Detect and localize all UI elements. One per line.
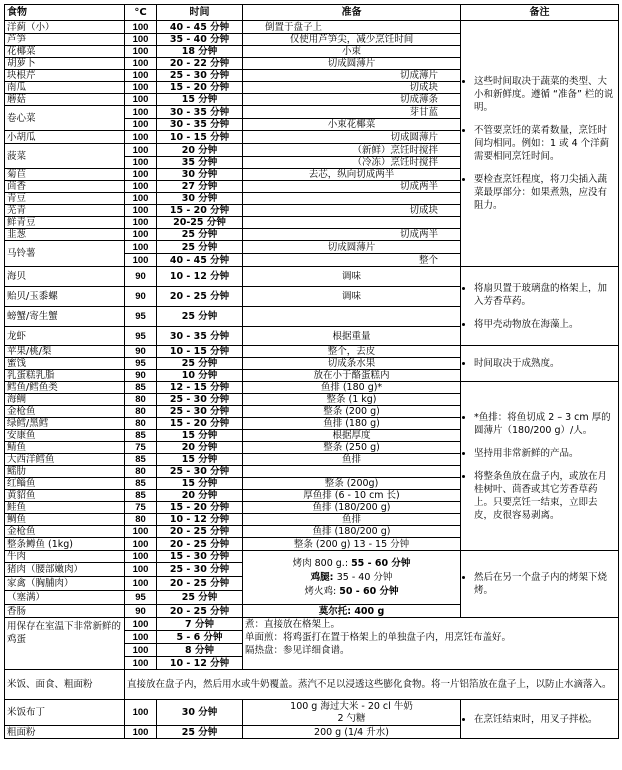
- prep-line: 整条 (1 kg): [326, 394, 377, 405]
- note-item: • 这些时间取决于蔬菜的类型、大小和新鲜度。遵循 “准备” 栏的说明。: [474, 75, 616, 114]
- prep-line: （冷冻）烹饪时搅拌: [352, 157, 438, 168]
- prep-text: [243, 131, 461, 144]
- prep-line: 切成薄条: [399, 94, 438, 105]
- prep-text: [243, 70, 461, 82]
- temp-value: 85: [125, 454, 157, 466]
- header-row: [5, 5, 619, 21]
- prep-text: [243, 205, 461, 217]
- prep-text: [243, 169, 461, 181]
- prep-line: 整条 (200g): [324, 478, 379, 489]
- temp-value: 100: [125, 726, 157, 739]
- time-value: 10 - 12 分钟: [157, 514, 243, 526]
- prep-line: 整个，去皮: [327, 346, 376, 357]
- temp-value: 95: [125, 591, 157, 605]
- meat-prep-line: [245, 557, 458, 571]
- time-value: 15 分钟: [157, 430, 243, 442]
- note-item: • 将扇贝置于玻璃盘的格架上，加入芳香草药。: [474, 282, 616, 308]
- time-value: 25 - 30 分钟: [157, 70, 243, 82]
- food-name: 青豆: [5, 193, 125, 205]
- prep-text: [243, 217, 461, 229]
- prep-line: 鱼排 (180 g)*: [320, 382, 383, 393]
- food-name: 粗面粉: [5, 726, 125, 739]
- temp-value: 100: [125, 94, 157, 106]
- temp-value: 100: [125, 193, 157, 205]
- prep-text: [243, 490, 461, 502]
- note-item: • 然后在另一个盘子内的烤架下烧烤。: [474, 571, 616, 597]
- temp-value: 100: [125, 46, 157, 58]
- prep-text: [243, 346, 461, 358]
- meat-prep-label: 烤肉 800 g.:: [292, 557, 352, 569]
- prep-text: [243, 119, 461, 131]
- time-value: 40 - 45 分钟: [157, 21, 243, 34]
- prep-line: 倒置于盘子上: [265, 21, 323, 33]
- table-row: [5, 382, 619, 394]
- prep-text: [243, 241, 461, 254]
- table-row: [5, 346, 619, 358]
- prep-line: 整条 (250 g): [323, 442, 380, 453]
- temp-value: 95: [125, 327, 157, 346]
- meat-prep-label: 鸡腿:: [310, 571, 337, 583]
- fruit-note: [461, 346, 619, 382]
- prep-line: 整条 (200 g): [323, 406, 380, 417]
- temp-value: 100: [125, 631, 157, 644]
- prep-text: [243, 514, 461, 526]
- temp-value: 100: [125, 644, 157, 657]
- temp-value: 100: [125, 526, 157, 538]
- prep-text: [243, 454, 461, 466]
- prep-text: [243, 287, 461, 307]
- table-row: [5, 618, 619, 631]
- time-value: 25 分钟: [157, 307, 243, 327]
- food-name: 苹果/桃/梨: [5, 346, 125, 358]
- prep-line: 整条 (200 g) 13 - 15 分钟: [293, 538, 410, 550]
- food-name: 鲷鱼: [5, 514, 125, 526]
- prep-text: [243, 394, 461, 406]
- meat-note: [461, 551, 619, 618]
- temp-value: 100: [125, 551, 157, 563]
- food-name: 绿鳕/黑鳕: [5, 418, 125, 430]
- note-item: • 将整条鱼放在盘子内，或放在月桂树叶、茴香或其它芳香草药上。只要烹饪一结束，立即去皮，皮很容易剥离。: [474, 470, 616, 522]
- eggs-food: 用保存在室温下非常新鲜的鸡蛋: [5, 618, 125, 670]
- pudding-note: [461, 700, 619, 739]
- temp-value: 100: [125, 34, 157, 46]
- prep-line: 100 g 海过大米 - 20 cl 牛奶: [290, 700, 413, 712]
- prep-text: [243, 327, 461, 346]
- temp-value: 100: [125, 657, 157, 670]
- prep-text: [243, 406, 461, 418]
- note-list: [463, 713, 616, 726]
- prep-line: 切成块: [409, 205, 438, 216]
- time-value: 18 分钟: [157, 46, 243, 58]
- time-value: 12 - 15 分钟: [157, 382, 243, 394]
- time-value: 20 - 25 分钟: [157, 287, 243, 307]
- prep-line: 切成条水果: [327, 358, 376, 369]
- eggs-prep: [243, 618, 619, 670]
- prep-line: 小束: [341, 46, 361, 57]
- prep-line: 切成两半: [399, 181, 438, 192]
- time-value: 30 - 35 分钟: [157, 119, 243, 131]
- cooking-table-page: [4, 4, 618, 739]
- food-name: 龙虾: [5, 327, 125, 346]
- food-name: 香肠: [5, 605, 125, 618]
- time-value: 20 分钟: [157, 144, 243, 157]
- time-value: 15 分钟: [157, 478, 243, 490]
- temp-value: 95: [125, 358, 157, 370]
- temp-value: 75: [125, 502, 157, 514]
- prep-text: [243, 254, 461, 267]
- time-value: 40 - 45 分钟: [157, 254, 243, 267]
- prep-line: 鱼排: [341, 514, 361, 525]
- steam-cooking-table: [4, 4, 619, 739]
- food-name: 洋蓟（小）: [5, 21, 125, 34]
- temp-value: 85: [125, 382, 157, 394]
- food-name: 家禽（胸脯肉）: [5, 577, 125, 591]
- food-name: （塞满）: [5, 591, 125, 605]
- time-value: 30 - 35 分钟: [157, 106, 243, 119]
- food-name: 小胡瓜: [5, 131, 125, 144]
- prep-line: 根据重量: [332, 330, 371, 342]
- food-name: 大西洋鳕鱼: [5, 454, 125, 466]
- prep-text: [243, 430, 461, 442]
- temp-value: 90: [125, 605, 157, 618]
- time-value: 20 - 22 分钟: [157, 58, 243, 70]
- prep-text: [243, 94, 461, 106]
- time-value: 15 - 20 分钟: [157, 82, 243, 94]
- eggs-prep-line: 隔热盘：参见详细食谱。: [245, 645, 350, 656]
- prep-line: 200 g (1/4 升水): [314, 726, 389, 738]
- meat-prep-line: [245, 571, 458, 585]
- prep-text: [243, 478, 461, 490]
- food-name: 芜青: [5, 205, 125, 217]
- food-name: 菊苣: [5, 169, 125, 181]
- note-item: • *鱼排：将鱼切成 2 – 3 cm 厚的圆薄片（180/200 g）/人。: [474, 411, 616, 437]
- meat-prep-value: 50 - 60 分钟: [339, 585, 399, 597]
- temp-value: 90: [125, 346, 157, 358]
- food-name: 鳐肋: [5, 466, 125, 478]
- temp-value: 100: [125, 577, 157, 591]
- temp-value: 90: [125, 370, 157, 382]
- time-value: 25 分钟: [157, 241, 243, 254]
- food-name: 茴香: [5, 181, 125, 193]
- food-name: 南瓜: [5, 82, 125, 94]
- prep-line: 切成圆薄片: [327, 58, 376, 69]
- prep-line: 鱼排: [341, 454, 361, 465]
- food-name: 蘑菇: [5, 94, 125, 106]
- temp-value: 100: [125, 181, 157, 193]
- prep-line: 调味: [341, 271, 361, 282]
- prep-text: [243, 34, 461, 46]
- table-row: [5, 551, 619, 563]
- food-name: 花椰菜: [5, 46, 125, 58]
- food-name: 海贝: [5, 267, 125, 287]
- temp-value: 80: [125, 466, 157, 478]
- time-value: 25 分钟: [157, 358, 243, 370]
- prep-line: 厚鱼排 (6 - 10 cm 长): [303, 490, 400, 501]
- header-time: 时间: [157, 5, 243, 21]
- note-item: • 不管要烹饪的菜肴数量，烹饪时间均相同。例如：1 或 4 个洋蓟需要相同烹饪时间。: [474, 124, 616, 163]
- time-value: 20 - 25 分钟: [157, 526, 243, 538]
- prep-text: [243, 418, 461, 430]
- veg-note: [461, 21, 619, 267]
- temp-value: 90: [125, 287, 157, 307]
- temp-value: 80: [125, 514, 157, 526]
- prep-line: 整个: [418, 254, 438, 266]
- prep-line: 切成两半: [399, 229, 438, 240]
- seafood-note: [461, 267, 619, 346]
- prep-text: [243, 358, 461, 370]
- note-list: [463, 282, 616, 331]
- meat-prep-value: 55 - 60 分钟: [351, 557, 411, 569]
- prep-line: 2 勺糖: [337, 712, 366, 724]
- note-item: • 要检查烹饪程度，将刀尖插入蔬菜最厚部分：如果煮熟，应没有阻力。: [474, 173, 616, 212]
- time-value: 20 - 25 分钟: [157, 605, 243, 618]
- prep-text: [243, 58, 461, 70]
- food-name: 鲭鱼: [5, 442, 125, 454]
- time-value: 15 分钟: [157, 94, 243, 106]
- note-item: • 时间取决于成熟度。: [474, 357, 616, 370]
- prep-line: 莫尔托: 400 g: [318, 605, 385, 617]
- prep-line: 鱼排 (180/200 g): [312, 526, 391, 537]
- rice-food: 米饭、面食、粗面粉: [5, 670, 125, 700]
- time-value: 10 分钟: [157, 370, 243, 382]
- temp-value: 100: [125, 169, 157, 181]
- temp-value: 100: [125, 618, 157, 631]
- time-value: 20 - 25 分钟: [157, 538, 243, 551]
- temp-value: 100: [125, 217, 157, 229]
- prep-text: [243, 106, 461, 119]
- temp-value: 100: [125, 131, 157, 144]
- food-name: 蜜饯: [5, 358, 125, 370]
- food-name: 整条鳟鱼 (1kg): [5, 538, 125, 551]
- temp-value: 80: [125, 418, 157, 430]
- prep-line: 鱼排 (180/200 g): [312, 502, 391, 513]
- temp-value: 100: [125, 58, 157, 70]
- prep-line: 小束花椰菜: [327, 119, 376, 130]
- temp-value: 100: [125, 70, 157, 82]
- temp-value: 85: [125, 430, 157, 442]
- time-value: 10 - 15 分钟: [157, 131, 243, 144]
- note-item: • 将甲壳动物放在海藻上。: [474, 318, 616, 331]
- time-value: 25 - 30 分钟: [157, 406, 243, 418]
- time-value: 35 分钟: [157, 157, 243, 169]
- food-name: 韭葱: [5, 229, 125, 241]
- temp-value: 100: [125, 82, 157, 94]
- prep-text: [243, 370, 461, 382]
- eggs-prep-line: 单面煎：将鸡蛋打在置于格架上的单独盘子内，用烹饪布盖好。: [245, 632, 512, 643]
- food-name: 乳蛋糕乳脂: [5, 370, 125, 382]
- fish-note: [461, 382, 619, 551]
- temp-value: 100: [125, 241, 157, 254]
- time-value: 20 分钟: [157, 490, 243, 502]
- time-value: 25 - 30 分钟: [157, 466, 243, 478]
- time-value: 30 分钟: [157, 169, 243, 181]
- prep-text: [243, 442, 461, 454]
- temp-value: 100: [125, 205, 157, 217]
- food-name: 红鲻鱼: [5, 478, 125, 490]
- time-value: 30 分钟: [157, 193, 243, 205]
- time-value: 10 - 12 分钟: [157, 267, 243, 287]
- temp-value: 100: [125, 157, 157, 169]
- prep-text: [243, 466, 461, 478]
- table-row: [5, 21, 619, 34]
- food-name: 海鲷: [5, 394, 125, 406]
- temp-value: 80: [125, 394, 157, 406]
- temp-value: 80: [125, 406, 157, 418]
- sausage-prep: [243, 605, 461, 618]
- food-name: 金枪鱼: [5, 406, 125, 418]
- temp-value: 90: [125, 267, 157, 287]
- food-name: 安康鱼: [5, 430, 125, 442]
- prep-line: 切成圆薄片: [327, 241, 376, 253]
- food-name: 黄貂鱼: [5, 490, 125, 502]
- time-value: 15 - 20 分钟: [157, 205, 243, 217]
- food-name: 卷心菜: [5, 106, 125, 131]
- prep-text: [243, 307, 461, 327]
- food-name: 菠菜: [5, 144, 125, 169]
- time-value: 25 分钟: [157, 591, 243, 605]
- prep-line: 切成块: [409, 82, 438, 93]
- table-row: [5, 670, 619, 700]
- time-value: 20 - 25 分钟: [157, 577, 243, 591]
- note-list: [463, 411, 616, 522]
- food-name: 贻贝/玉黍螺: [5, 287, 125, 307]
- prep-text: [243, 267, 461, 287]
- time-value: 7 分钟: [157, 618, 243, 631]
- prep-line: 去芯，纵向切成两半: [308, 169, 395, 180]
- prep-text: [243, 726, 461, 739]
- pudding-prep: [243, 700, 461, 726]
- food-name: 米饭布丁: [5, 700, 125, 726]
- prep-line: 根据厚度: [332, 430, 371, 441]
- temp-value: 85: [125, 478, 157, 490]
- time-value: 25 - 30 分钟: [157, 394, 243, 406]
- time-value: 30 分钟: [157, 700, 243, 726]
- time-value: 30 - 35 分钟: [157, 327, 243, 346]
- temp-value: 100: [125, 229, 157, 241]
- temp-value: 100: [125, 119, 157, 131]
- note-item: • 在烹饪结束时，用叉子拌松。: [474, 713, 616, 726]
- food-name: 鳕鱼/鳕鱼类: [5, 382, 125, 394]
- temp-value: 100: [125, 144, 157, 157]
- time-value: 20-25 分钟: [157, 217, 243, 229]
- prep-text: [243, 526, 461, 538]
- time-value: 15 - 20 分钟: [157, 502, 243, 514]
- food-name: 胡萝卜: [5, 58, 125, 70]
- meat-prep-label: 烤火鸡:: [304, 585, 340, 597]
- note-list: [463, 75, 616, 212]
- food-name: 马铃薯: [5, 241, 125, 267]
- prep-line: （新鲜）烹饪时搅拌: [352, 144, 438, 156]
- time-value: 5 - 6 分钟: [157, 631, 243, 644]
- eggs-prep-line: 煮：直接放在格架上。: [245, 619, 341, 630]
- prep-line: 切成圆薄片: [390, 131, 438, 143]
- prep-text: [243, 82, 461, 94]
- time-value: 8 分钟: [157, 644, 243, 657]
- food-name: 牛肉: [5, 551, 125, 563]
- time-value: 25 分钟: [157, 229, 243, 241]
- temp-value: 100: [125, 700, 157, 726]
- table-row: [5, 700, 619, 726]
- food-name: 螃蟹/寄生蟹: [5, 307, 125, 327]
- prep-text: [243, 157, 461, 169]
- meat-prep-value: 35 - 40 分钟: [336, 571, 393, 583]
- prep-line: 放在小于酪蛋糕内: [313, 370, 390, 381]
- prep-text: [243, 229, 461, 241]
- temp-value: 95: [125, 307, 157, 327]
- prep-text: [243, 538, 461, 551]
- prep-text: [243, 21, 461, 34]
- temp-value: 100: [125, 21, 157, 34]
- time-value: 25 - 30 分钟: [157, 563, 243, 577]
- time-value: 35 - 40 分钟: [157, 34, 243, 46]
- prep-text: [243, 144, 461, 157]
- meat-prep: [243, 551, 461, 605]
- header-prep: 准备: [243, 5, 461, 21]
- prep-text: [243, 193, 461, 205]
- prep-line: 芽甘蓝: [409, 106, 438, 118]
- prep-line: 鱼排 (180 g): [323, 418, 380, 429]
- table-row: [5, 267, 619, 287]
- note-list: [463, 571, 616, 597]
- food-name: 鲑鱼: [5, 502, 125, 514]
- prep-line: 仅使用芦笋尖，减少烹饪时间: [289, 34, 414, 45]
- rice-text: 直接放在盘子内，然后用水或牛奶覆盖。蒸汽不足以浸透这些膨化食物。将一片铝箔放在盘子上，以防止水滴落入。: [125, 670, 619, 700]
- prep-text: [243, 181, 461, 193]
- temp-value: 75: [125, 442, 157, 454]
- header-note: 备注: [461, 5, 619, 21]
- time-value: 25 分钟: [157, 726, 243, 739]
- temp-value: 100: [125, 254, 157, 267]
- food-name: 鲜青豆: [5, 217, 125, 229]
- prep-text: [243, 502, 461, 514]
- time-value: 15 - 20 分钟: [157, 418, 243, 430]
- food-name: 金枪鱼: [5, 526, 125, 538]
- time-value: 20 分钟: [157, 442, 243, 454]
- temp-value: 85: [125, 490, 157, 502]
- time-value: 15 分钟: [157, 454, 243, 466]
- note-item: • 坚持用非常新鲜的产品。: [474, 447, 616, 460]
- prep-line: 切成薄片: [399, 70, 438, 81]
- header-food: 食物: [5, 5, 125, 21]
- note-list: [463, 357, 616, 370]
- time-value: 10 - 15 分钟: [157, 346, 243, 358]
- time-value: 27 分钟: [157, 181, 243, 193]
- temp-value: 100: [125, 563, 157, 577]
- time-value: 15 - 30 分钟: [157, 551, 243, 563]
- time-value: 10 - 12 分钟: [157, 657, 243, 670]
- prep-text: [243, 382, 461, 394]
- food-name: 猪肉（腰部嫩肉）: [5, 563, 125, 577]
- food-name: 芦笋: [5, 34, 125, 46]
- header-temp: °C: [125, 5, 157, 21]
- food-name: 块根芹: [5, 70, 125, 82]
- prep-text: [243, 46, 461, 58]
- temp-value: 100: [125, 538, 157, 551]
- prep-line: 调味: [341, 291, 361, 302]
- meat-prep-line: [245, 585, 458, 599]
- temp-value: 100: [125, 106, 157, 119]
